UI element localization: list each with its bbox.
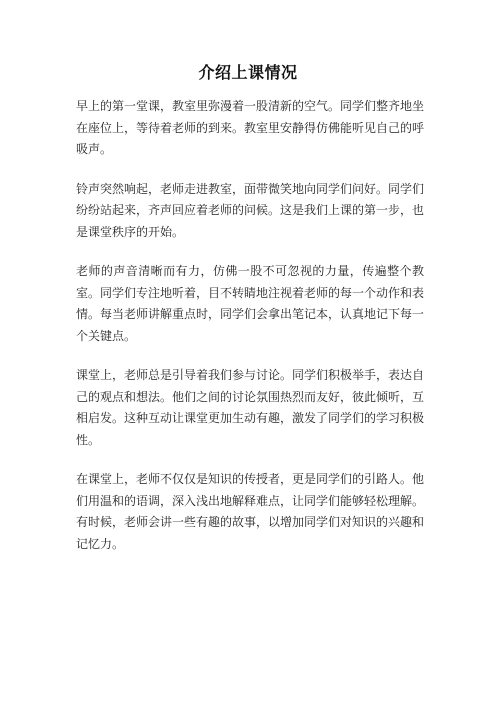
document-title: 介绍上课情况 <box>198 63 298 82</box>
paragraph-2: 铃声突然响起，老师走进教室，面带微笑地向同学们问好。同学们纷纷站起来，齐声回应着老师的问候。这是我们上课的第一步，也是课堂秩序的开始。 <box>76 181 425 239</box>
paragraph-4: 课堂上，老师总是引导着我们参与讨论。同学们积极举手，表达自己的观点和想法。他们之间的讨论氛围热烈而友好，彼此倾听，互相启发。这种互动让课堂更加生动有趣，激发了同学们的学习积极性。 <box>76 368 425 447</box>
document-body <box>76 96 424 573</box>
paragraph-5: 在课堂上，老师不仅仅是知识的传授者，更是同学们的引路人。他们用温和的语调，深入浅出地解释难点，让同学们能够轻松理解。有时候，老师会讲一些有趣的故事，以增加同学们对知识的兴趣和记忆力。 <box>76 472 425 551</box>
paragraph-1: 早上的第一堂课，教室里弥漫着一股清新的空气。同学们整齐地坐在座位上，等待着老师的到来。教室里安静得仿佛能听见自己的呼吸声。 <box>76 99 425 156</box>
paragraph-3: 老师的声音清晰而有力，仿佛一股不可忽视的力量，传遍整个教室。同学们专注地听着，目不转睛地注视着老师的每一个动作和表情。每当老师讲解重点时，同学们会拿出笔记本，认真地记下每一个关键点。 <box>76 264 425 343</box>
